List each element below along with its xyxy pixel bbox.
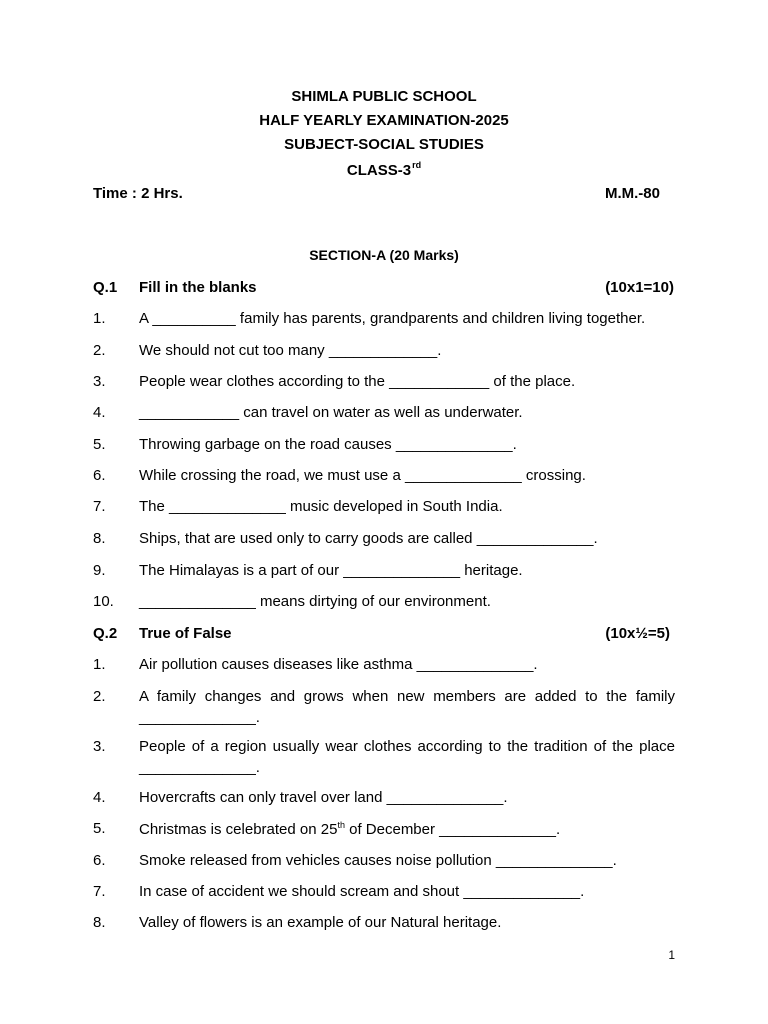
q2-item-text: A family changes and grows when new members are added to the family (139, 688, 675, 705)
q1-item-number: 10. (93, 593, 114, 610)
q2-item-number: 2. (93, 688, 106, 705)
q1-item-text: While crossing the road, we must use a ______________ crossing. (139, 467, 586, 484)
q2-item-text: Air pollution causes diseases like asthma ______________. (139, 656, 538, 673)
q2-number: Q.2 (93, 625, 118, 642)
q2-item-text: Valley of flowers is an example of our Natural heritage. (139, 914, 502, 931)
q1-item-text: ______________ means dirtying of our environment. (139, 593, 491, 610)
section-a-title: SECTION-A (20 Marks) (309, 247, 459, 263)
q2-item-text: People of a region usually wear clothes according to the tradition of the place (139, 738, 675, 755)
q1-item-text: A __________ family has parents, grandparents and children living together. (139, 310, 646, 327)
q1-item-text: Throwing garbage on the road causes ______________. (139, 436, 517, 453)
q2-item-number: 3. (93, 738, 106, 755)
q1-item-number: 2. (93, 342, 106, 359)
q1-item-number: 9. (93, 562, 106, 579)
q1-item-text: People wear clothes according to the ____________ of the place. (139, 373, 576, 390)
q2-item-number: 5. (93, 820, 106, 837)
q2-item-text: Hovercrafts can only travel over land ______________. (139, 789, 508, 806)
q2-marks: (10x½=5) (605, 625, 670, 642)
q2-item-text: In case of accident we should scream and shout ______________. (139, 883, 585, 900)
max-marks: M.M.-80 (604, 185, 660, 202)
ordinal-suffix: th (337, 820, 345, 830)
q2-item-answer-line: ______________. (139, 709, 260, 726)
q1-item-text: Ships, that are used only to carry goods are called ______________. (139, 530, 598, 547)
q1-marks: (10x1=10) (605, 279, 674, 296)
class-text: CLASS-3 (346, 162, 412, 179)
q2-title: True of False (139, 625, 232, 642)
page-number: 1 (668, 948, 675, 962)
q1-item-number: 8. (93, 530, 106, 547)
subject-text: SUBJECT-SOCIAL STUDIES (284, 136, 484, 153)
q2-item-number: 1. (93, 656, 106, 673)
q2-item-number: 7. (93, 883, 106, 900)
q2-item-text-post: of December ______________. (344, 821, 561, 838)
q1-item-number: 5. (93, 436, 106, 453)
q1-item-text: The Himalayas is a part of our ______________ heritage. (139, 562, 523, 579)
q1-item-number: 6. (93, 467, 106, 484)
q2-item-number: 8. (93, 914, 106, 931)
q2-item-answer-line: ______________. (139, 759, 260, 776)
q1-item-number: 3. (93, 373, 106, 390)
school-name: SHIMLA PUBLIC SCHOOL (291, 88, 477, 105)
q1-item-text: The ______________ music developed in South India. (139, 498, 503, 515)
q1-item-number: 1. (93, 310, 106, 327)
q1-title: Fill in the blanks (139, 279, 257, 296)
class-title (0, 160, 768, 179)
q1-item-text: We should not cut too many _____________. (139, 342, 442, 359)
q2-item-text: Smoke released from vehicles causes noise pollution ______________. (139, 852, 617, 869)
q2-item-number: 6. (93, 852, 106, 869)
class-suffix: rd (412, 160, 422, 170)
q1-number: Q.1 (93, 279, 118, 296)
q2-item-number: 4. (93, 789, 106, 806)
q1-item-number: 7. (93, 498, 106, 515)
q1-item-number: 4. (93, 404, 106, 421)
q1-item-text: ____________ can travel on water as well as underwater. (139, 404, 523, 421)
q2-item-text-pre: Christmas is celebrated on 25 (139, 821, 338, 838)
subject-title (0, 136, 768, 153)
q2-item-text (139, 820, 560, 838)
exam-title: HALF YEARLY EXAMINATION-2025 (259, 112, 509, 129)
time-label: Time : 2 Hrs. (93, 185, 183, 202)
